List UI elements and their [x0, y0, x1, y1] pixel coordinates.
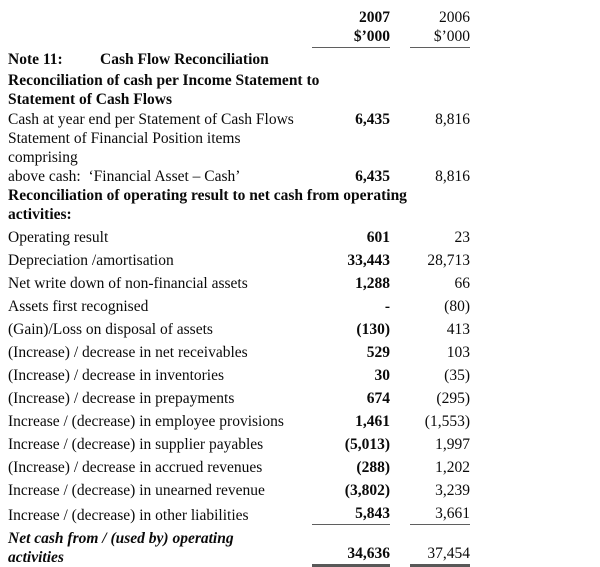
- table-row: [8, 129, 470, 186]
- table-row: [8, 435, 470, 454]
- row-label: Increase / (decrease) in employee provisions: [8, 413, 284, 430]
- row-label: (Increase) / decrease in net receivables: [8, 344, 248, 361]
- table-row: [8, 297, 470, 316]
- column-header-2006: 2006: [439, 9, 470, 26]
- value-2006: 3,661: [410, 504, 470, 525]
- total-label-line1: Net cash from / (used by) operating: [8, 530, 234, 547]
- value-2006: 1,202: [435, 459, 470, 476]
- table-row-subtotal-rule: [8, 504, 470, 525]
- table-row: [8, 458, 470, 477]
- value-2007: 674: [366, 390, 390, 407]
- table-row: [8, 389, 470, 408]
- total-label: [8, 529, 312, 567]
- total-label-line2: activities: [8, 549, 64, 566]
- row-label: Increase / (decrease) in unearned revenue: [8, 482, 265, 499]
- table-row: [8, 412, 470, 431]
- value-2006: 28,713: [427, 252, 470, 269]
- section-heading-cash: [8, 71, 600, 109]
- row-label: Operating result: [8, 229, 109, 246]
- row-label-line1: Statement of Financial Position items comprising: [8, 130, 241, 166]
- value-2007: 529: [366, 344, 390, 361]
- table-row: [8, 228, 470, 247]
- value-2007: 33,443: [347, 252, 390, 269]
- value-2006: 413: [446, 321, 470, 338]
- row-label: [8, 129, 312, 186]
- section-heading-cash-line1: Reconciliation of cash per Income Statement to: [8, 72, 320, 89]
- value-2006: 23: [454, 229, 470, 246]
- section-heading-operating-line1: Reconciliation of operating result to net cash from operating: [8, 187, 407, 204]
- value-2007: 601: [366, 229, 390, 246]
- table-row: [8, 343, 470, 362]
- total-row: [8, 529, 470, 567]
- value-2007: 5,843: [312, 504, 390, 525]
- note-title-row: [8, 50, 600, 69]
- row-label: Assets first recognised: [8, 298, 149, 315]
- value-2007: (288): [356, 459, 390, 476]
- row-label: (Increase) / decrease in prepayments: [8, 390, 235, 407]
- table-row: [8, 110, 470, 129]
- units-label-2006: $’000: [410, 27, 470, 48]
- value-2007: (5,013): [344, 436, 390, 453]
- units-label-2007: $’000: [312, 27, 390, 48]
- note-title: Cash Flow Reconciliation: [100, 51, 269, 68]
- value-2007: 1,288: [355, 275, 390, 292]
- row-label: (Gain)/Loss on disposal of assets: [8, 321, 213, 338]
- row-label: Depreciation /amortisation: [8, 252, 174, 269]
- value-2006: 8,816: [435, 168, 470, 185]
- value-2006: 8,816: [435, 111, 470, 128]
- value-2007: (3,802): [344, 482, 390, 499]
- column-header-2007: 2007: [359, 9, 390, 26]
- section-heading-cash-line2: Statement of Cash Flows: [8, 91, 173, 108]
- table-row: [8, 251, 470, 270]
- total-value-2007: 34,636: [312, 544, 390, 567]
- column-headers-units: [8, 27, 470, 48]
- row-label: Increase / (decrease) in supplier payables: [8, 436, 264, 453]
- note-number: Note 11:: [8, 51, 63, 68]
- table-row: [8, 274, 470, 293]
- value-2007: (130): [356, 321, 390, 338]
- table-row: [8, 481, 470, 500]
- value-2007: 30: [374, 367, 390, 384]
- value-2006: (35): [444, 367, 470, 384]
- value-2006: 103: [446, 344, 470, 361]
- table-row: [8, 320, 470, 339]
- total-value-2006: 37,454: [410, 544, 470, 567]
- value-2006: 3,239: [435, 482, 470, 499]
- row-label: (Increase) / decrease in accrued revenues: [8, 459, 263, 476]
- row-label: Increase / (decrease) in other liabilities: [8, 507, 249, 524]
- value-2006: 66: [454, 275, 470, 292]
- value-2006: (295): [436, 390, 470, 407]
- value-2007: 1,461: [355, 413, 390, 430]
- value-2006: (80): [444, 298, 470, 315]
- row-label: Net write down of non-financial assets: [8, 275, 248, 292]
- value-2007: 6,435: [355, 111, 390, 128]
- row-label: (Increase) / decrease in inventories: [8, 367, 225, 384]
- row-label: Cash at year end per Statement of Cash Flows: [8, 111, 294, 128]
- value-2007: 6,435: [355, 168, 390, 185]
- row-label-line2: above cash: ‘Financial Asset – Cash’: [8, 168, 241, 185]
- table-row: [8, 366, 470, 385]
- value-2006: (1,553): [424, 413, 470, 430]
- section-heading-operating-line2: activities:: [8, 206, 72, 223]
- section-heading-operating: [8, 186, 600, 224]
- value-2006: 1,997: [435, 436, 470, 453]
- column-headers-years: [8, 8, 470, 27]
- value-2007: -: [384, 298, 390, 315]
